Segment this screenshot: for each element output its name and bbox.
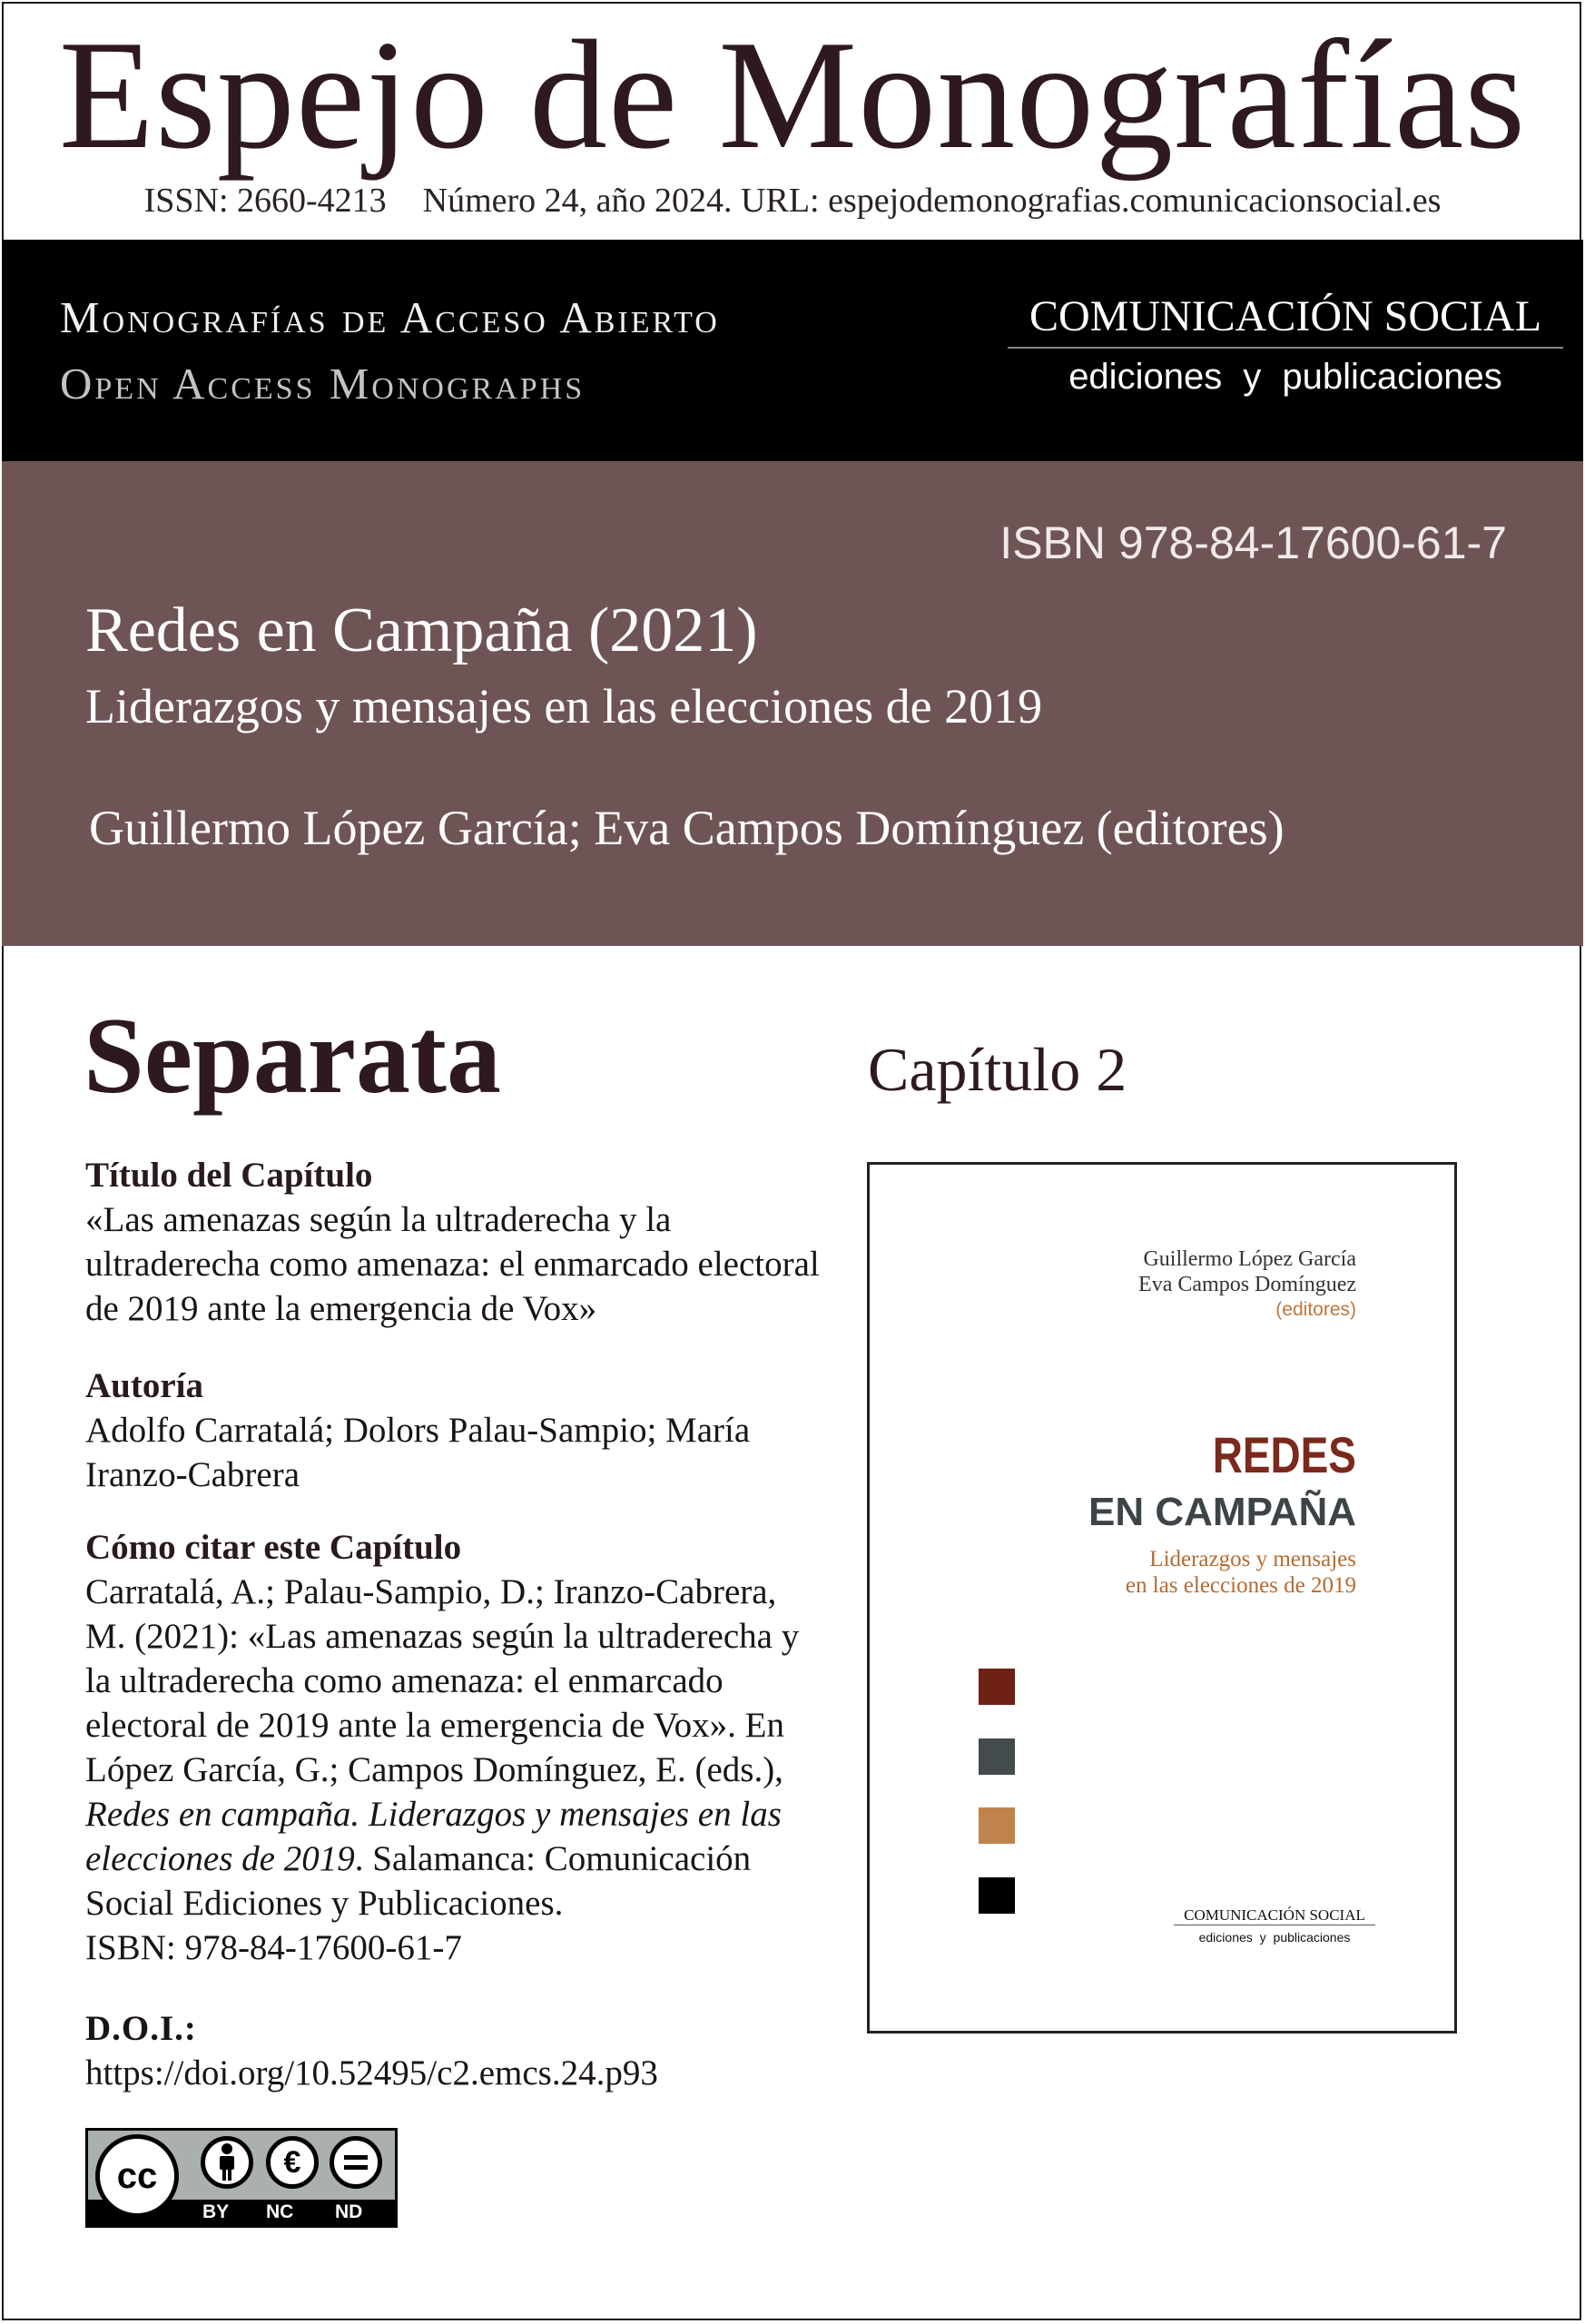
- cover-title-redes: REDES: [1212, 1426, 1356, 1483]
- citation-part2: . Salamanca: Comunicación Social Ediciones y Publicaciones.: [85, 1839, 752, 1923]
- cover-square-tan: [979, 1807, 1015, 1844]
- cover-subtitle-line-1: Liderazgos y mensajes: [1149, 1547, 1356, 1571]
- cover-editors: [1138, 1246, 1356, 1323]
- cover-subtitle-line-2: en las elecciones de 2019: [1125, 1573, 1356, 1598]
- cover-square-black: [979, 1877, 1015, 1914]
- citation-book: Redes en campaña. Liderazgos y mensajes en las elecciones de 2019: [85, 1795, 782, 1878]
- issue-line: Número 24, año 2024. URL: espejodemonografias.comunicacionsocial.es: [422, 182, 1442, 220]
- black-banner: [2, 240, 1583, 461]
- cc-nd-label: ND: [335, 2201, 363, 2222]
- by-attribution-icon: [201, 2136, 253, 2189]
- authorship-section: [85, 1364, 830, 1497]
- chapter-title-label: Título del Capítulo: [85, 1156, 373, 1195]
- chapter-title-section: [85, 1153, 830, 1331]
- cover-editor-1: Guillermo López García: [1143, 1247, 1356, 1271]
- separata-heading: Separata: [84, 995, 501, 1116]
- cover-subtitle: [1126, 1546, 1356, 1599]
- chapter-number: Capítulo 2: [868, 1035, 1127, 1104]
- citation-section: [85, 1525, 830, 1970]
- chapter-title: «Las amenazas según la ultraderecha y la ultraderecha como amenaza: el enmarcado electoral de 2019 ante la emergencia de Vox»: [85, 1200, 820, 1328]
- authors: Adolfo Carratalá; Dolors Palau-Sampio; María Iranzo-Cabrera: [85, 1411, 751, 1494]
- cover-editor-2: Eva Campos Domínguez: [1138, 1273, 1356, 1296]
- cc-nc-label: NC: [266, 2201, 294, 2222]
- nc-noncommercial-icon: €: [266, 2136, 319, 2189]
- open-access-es: Monografías de Acceso Abierto: [60, 292, 720, 342]
- book-cover: [867, 1162, 1457, 2034]
- citation-isbn: ISBN: 978-84-17600-61-7: [85, 1928, 462, 1967]
- citation-text: [85, 1570, 812, 1925]
- cc-icon: cc: [95, 2134, 179, 2218]
- cover-publisher-sub: ediciones y publicaciones: [1198, 1930, 1351, 1945]
- doi-link[interactable]: https://doi.org/10.52495/c2.emcs.24.p93: [85, 2053, 658, 2093]
- cover-square-gray: [979, 1738, 1015, 1775]
- journal-title: Espejo de Monografías: [58, 9, 1527, 182]
- cover-square-brown: [979, 1669, 1015, 1705]
- cover-editor-tag: (editores): [1275, 1299, 1356, 1320]
- cover-title-campana: EN CAMPAÑA: [1088, 1490, 1356, 1534]
- cover-publisher: COMUNICACIÓN SOCIAL: [1174, 1906, 1375, 1925]
- authorship-label: Autoría: [85, 1366, 203, 1405]
- isbn-banner: ISBN 978-84-17600-61-7: [999, 517, 1507, 568]
- cc-license-badge[interactable]: [85, 2128, 398, 2228]
- cc-by-label: BY: [202, 2201, 230, 2222]
- book-title: Redes en Campaña (2021): [85, 596, 758, 665]
- doi-label: D.O.I.:: [85, 2009, 197, 2048]
- nd-noderivatives-icon: [330, 2136, 382, 2189]
- citation-part1: Carratalá, A.; Palau-Sampio, D.; Iranzo-Cabrera, M. (2021): «Las amenazas según la ultraderecha y la ultraderecha como amenaza: el enmarcado electoral de 2019 ante la emergencia de Vox». En López García, G.; Campos Domínguez, E. (eds.),: [85, 1572, 800, 1789]
- journal-meta: [0, 180, 1585, 222]
- open-access-en: Open Access Monographs: [60, 359, 586, 409]
- issn: ISSN: 2660-4213: [143, 182, 387, 220]
- citation-label: Cómo citar este Capítulo: [85, 1528, 462, 1567]
- publisher-subtitle: ediciones y publicaciones: [1068, 357, 1502, 397]
- publisher-name: COMUNICACIÓN SOCIAL: [1008, 290, 1563, 349]
- doi-section: [85, 2006, 830, 2095]
- book-editors: Guillermo López García; Eva Campos Domínguez (editores): [89, 801, 1285, 855]
- book-subtitle: Liderazgos y mensajes en las elecciones de 2019: [85, 679, 1043, 734]
